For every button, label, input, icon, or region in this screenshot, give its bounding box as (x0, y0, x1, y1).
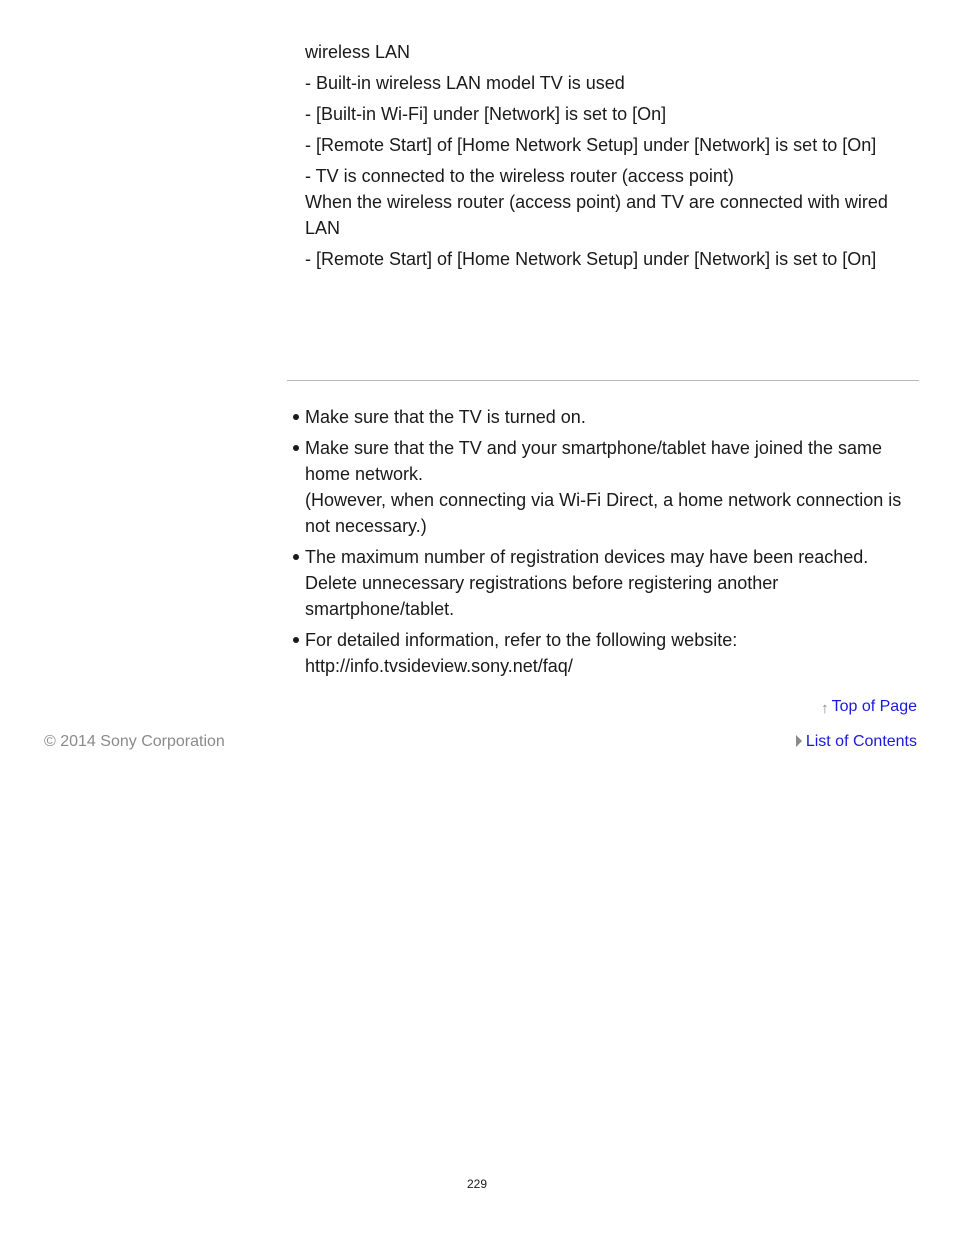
list-item-note: (However, when connecting via Wi-Fi Direct, a home network connection is not necessary.) (305, 490, 902, 536)
bullet-icon (293, 445, 299, 451)
text-line: - [Remote Start] of [Home Network Setup] under [Network] is set to [On] (305, 249, 877, 269)
bullet-icon (293, 554, 299, 560)
list-of-contents-label: List of Contents (805, 733, 917, 750)
text-line: - TV is connected to the wireless router (access point) (305, 166, 734, 186)
text-line: When the wireless router (access point) and TV are connected with wired LAN (305, 192, 888, 238)
top-of-page-link[interactable] (821, 697, 917, 719)
list-item-note: Delete unnecessary registrations before registering another smartphone/tablet. (305, 573, 779, 619)
website-url: http://info.tvsideview.sony.net/faq/ (305, 656, 573, 676)
text-line: - [Built-in Wi-Fi] under [Network] is set to [On] (305, 104, 667, 124)
section-divider (287, 380, 919, 381)
bullet-icon (293, 414, 299, 420)
list-item (293, 544, 920, 622)
bullet-icon (293, 637, 299, 643)
list-item-text: Make sure that the TV and your smartphone/tablet have joined the same home network. (305, 438, 883, 484)
troubleshooting-list (293, 404, 920, 684)
page-number: 229 (466, 1177, 488, 1191)
list-item-text: For detailed information, refer to the following website: (305, 630, 738, 650)
triangle-right-icon (796, 735, 802, 747)
list-item-text: The maximum number of registration devices may have been reached. (305, 547, 869, 567)
top-of-page-label: Top of Page (831, 698, 917, 715)
list-item (293, 627, 920, 679)
list-of-contents-link[interactable] (796, 732, 917, 752)
arrow-up-icon: ↑ (821, 700, 829, 717)
copyright: © 2014 Sony Corporation (44, 733, 225, 750)
list-item (293, 404, 920, 430)
text-line: - [Remote Start] of [Home Network Setup] under [Network] is set to [On] (305, 135, 877, 155)
list-item (293, 435, 920, 539)
text-line: - Built-in wireless LAN model TV is used (305, 73, 625, 93)
list-item-text: Make sure that the TV is turned on. (305, 407, 586, 427)
top-section (305, 39, 920, 277)
text-line: wireless LAN (305, 42, 411, 62)
